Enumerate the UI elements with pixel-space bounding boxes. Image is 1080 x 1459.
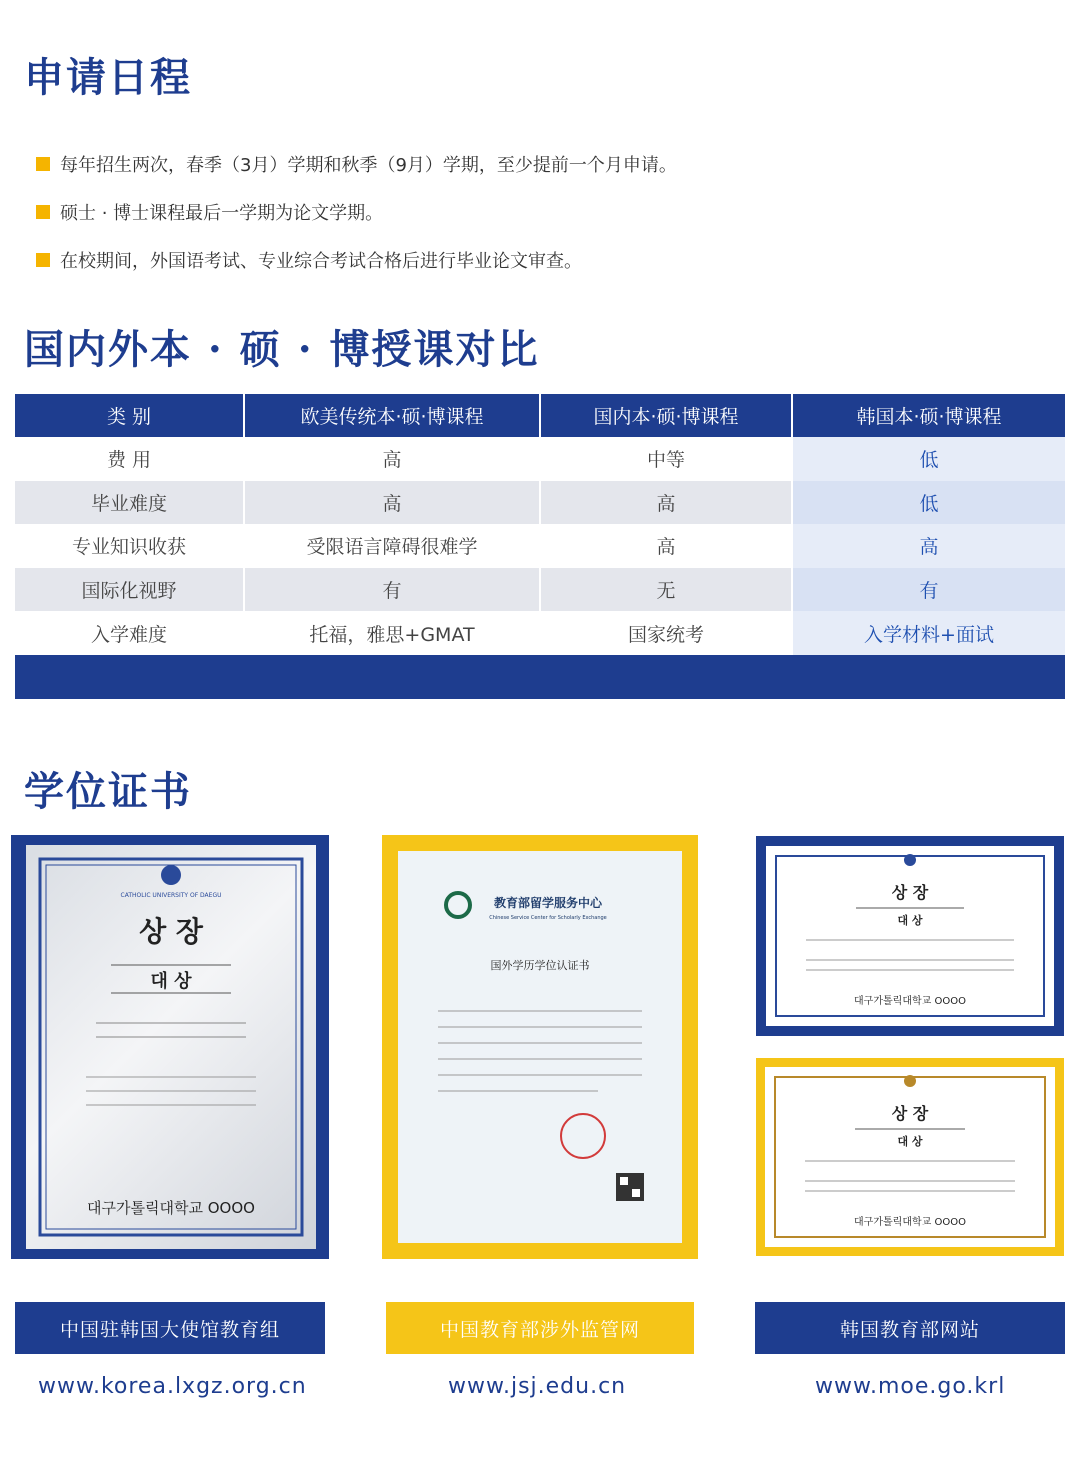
section-title-compare: 国内外本 · 硕 · 博授课对比: [24, 326, 540, 373]
link-label-moe[interactable]: 韩国教育部网站: [755, 1302, 1065, 1354]
table-row: [15, 524, 1065, 568]
comparison-table: [15, 394, 1065, 699]
url-jsj[interactable]: www.jsj.edu.cn: [448, 1374, 627, 1399]
schedule-item: [36, 140, 677, 188]
certificate-border-icon: [26, 845, 316, 1249]
table-header-cell: 欧美传统本·硕·博课程: [245, 394, 539, 437]
award-certificate-small: [756, 1058, 1064, 1256]
certificate-border-icon: [765, 1067, 1055, 1247]
section-title-certificates: 学位证书: [24, 768, 192, 815]
schedule-item-text: 在校期间，外国语考试、专业综合考试合格后进行毕业论文审查。: [60, 251, 582, 272]
certificate-paper: [765, 1067, 1055, 1247]
table-cell: 高: [656, 536, 676, 559]
table-row: [15, 437, 1065, 481]
table-cell: 国际化视野: [15, 568, 243, 612]
table-header-cell: 国内本·硕·博课程: [541, 394, 791, 437]
award-certificate-small: [756, 836, 1064, 1036]
award-certificate-main: [11, 835, 329, 1259]
table-cell: 托福，雅思+GMAT: [309, 623, 475, 646]
certificate-signature: 대구가톨릭대학교 OOOO: [854, 996, 966, 1007]
table-header-cell: 类 别: [15, 394, 243, 437]
certificate-heading: 상 장: [891, 883, 929, 902]
table-cell: 受限语言障碍很难学: [306, 536, 478, 559]
certificate-heading: 상 장: [891, 1104, 929, 1123]
table-cell: 专业知识收获: [71, 536, 186, 559]
schedule-list: [36, 140, 677, 284]
link-label-embassy[interactable]: 中国驻韩国大使馆教育组: [15, 1302, 325, 1354]
university-name: CATHOLIC UNIVERSITY OF DAEGU: [120, 892, 222, 899]
csc-document-icon: [398, 851, 682, 1243]
certificate-border-icon: [766, 846, 1054, 1026]
url-moe[interactable]: www.moe.go.krl: [815, 1374, 1006, 1399]
certificate-paper: [766, 846, 1054, 1026]
schedule-item: [36, 188, 677, 236]
table-header-row: [15, 394, 1065, 437]
url-embassy[interactable]: www.korea.lxgz.org.cn: [38, 1374, 307, 1399]
schedule-item-text: 硕士 · 博士课程最后一学期为论文学期。: [60, 203, 384, 224]
table-row: [15, 568, 1065, 612]
csc-document-title: 国外学历学位认证书: [490, 959, 590, 972]
table-cell: 中等: [646, 449, 685, 472]
csc-certificate: [382, 835, 698, 1259]
certificate-heading: 상 장: [139, 915, 203, 948]
table-cell-korea: 入学材料+面试: [793, 611, 1065, 655]
schedule-item-text: 每年招生两次，春季（3月）学期和秋季（9月）学期，至少提前一个月申请。: [60, 155, 677, 176]
link-label-jsj[interactable]: 中国教育部涉外监管网: [386, 1302, 694, 1354]
table-row: [15, 481, 1065, 525]
schedule-item: [36, 236, 677, 284]
table-footer-bar: [15, 655, 1065, 699]
bullet-square-icon: [36, 205, 50, 219]
certificate-paper: [398, 851, 682, 1243]
csc-org-name: 教育部留学服务中心: [493, 896, 603, 910]
table-cell-korea: 低: [793, 481, 1065, 525]
table-cell-korea: 低: [793, 437, 1065, 481]
table-cell: 入学难度: [90, 623, 167, 646]
table-cell: 高: [382, 449, 402, 472]
table-cell: 高: [541, 481, 791, 525]
table-cell: 毕业难度: [15, 481, 243, 525]
certificate-subheading: 대 상: [897, 1135, 923, 1148]
table-header-cell: 韩国本·硕·博课程: [793, 394, 1065, 437]
table-cell-korea: 高: [793, 524, 1065, 568]
csc-org-name-en: Chinese Service Center for Scholarly Exchange: [489, 915, 607, 921]
certificate-signature: 대구가톨릭대학교 OOOO: [854, 1217, 966, 1228]
bullet-square-icon: [36, 157, 50, 171]
table-cell: 费 用: [106, 449, 152, 472]
section-title-schedule: 申请日程: [24, 54, 192, 101]
table-cell: 有: [245, 568, 539, 612]
certificate-subheading: 대 상: [897, 914, 923, 927]
certificate-paper: [26, 845, 316, 1249]
table-cell-korea: 有: [793, 568, 1065, 612]
bullet-square-icon: [36, 253, 50, 267]
certificate-subheading: 대 상: [150, 971, 192, 992]
certificate-signature: 대구가톨릭대학교 OOOO: [87, 1199, 255, 1217]
table-cell: 无: [541, 568, 791, 612]
table-cell: 高: [245, 481, 539, 525]
table-cell: 国家统考: [627, 623, 704, 646]
table-row: [15, 611, 1065, 655]
